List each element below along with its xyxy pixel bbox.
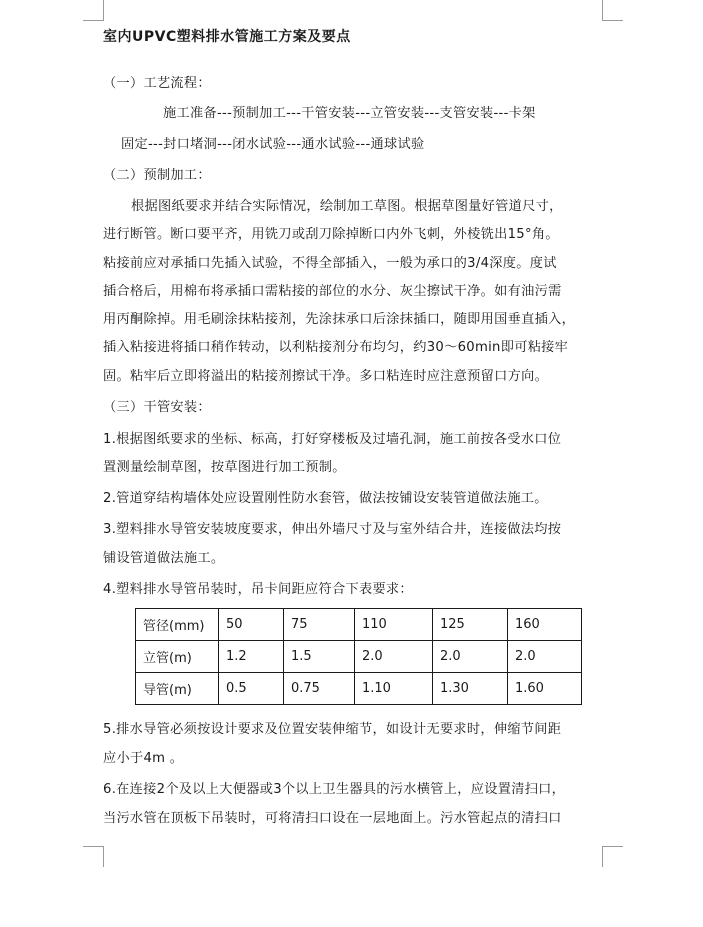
table-cell: 125	[433, 609, 508, 641]
table-row	[136, 673, 582, 705]
prefab-paragraph-line: 插合格后，用棉布将承插口需粘接的部位的水分、灰尘擦试干净。如有油污需	[103, 284, 562, 299]
table-header-cell: 立管(m)	[136, 641, 219, 673]
prefab-paragraph-line: 进行断管。断口要平齐，用铣刀或刮刀除掉断口内外飞刺，外棱铣出15°角。	[103, 227, 559, 242]
cleanout-item-line: 6.在连接2个及以上大便器或3个以上卫生器具的污水横管上，应设置清扫口，	[103, 782, 566, 797]
table-cell: 75	[284, 609, 355, 641]
expansion-joint-item-line: 应小于4m 。	[103, 751, 184, 766]
page-corner-mark-bottom-right	[602, 846, 623, 867]
table-header-cell: 导管(m)	[136, 673, 219, 705]
main-pipe-item-line: 4.塑料排水导管吊装时，吊卡间距应符合下表要求：	[103, 582, 413, 597]
table-cell: 1.10	[355, 673, 433, 705]
main-pipe-item-line: 3.塑料排水导管安装坡度要求，伸出外墙尺寸及与室外结合井，连接做法均按	[103, 522, 562, 537]
table-cell: 2.0	[508, 641, 582, 673]
table-row	[136, 641, 582, 673]
table-cell: 0.75	[284, 673, 355, 705]
section-heading-process: （一）工艺流程：	[103, 76, 211, 91]
main-pipe-item-line: 铺设管道做法施工。	[103, 551, 225, 566]
prefab-paragraph-line: 粘接前应对承插口先插入试验，不得全部插入，一般为承口的3/4深度。度试	[103, 256, 557, 271]
process-flow-line-2: 固定---封口堵洞---闭水试验---通水试验---通球试验	[121, 137, 425, 152]
table-row	[136, 609, 582, 641]
table-cell: 1.60	[508, 673, 582, 705]
document-title: 室内UPVC塑料排水管施工方案及要点	[103, 29, 351, 45]
table-cell: 160	[508, 609, 582, 641]
expansion-joint-item-line: 5.排水导管必须按设计要求及位置安装伸缩节，如设计无要求时，伸缩节间距	[103, 722, 562, 737]
page-corner-mark-bottom-left	[83, 846, 104, 867]
main-pipe-item-line: 置测量绘制草图，按草图进行加工预制。	[103, 460, 346, 475]
prefab-paragraph-line: 根据图纸要求并结合实际情况，绘制加工草图。根据草图量好管道尺寸，	[131, 199, 563, 214]
page-corner-mark-top-right	[602, 0, 623, 21]
table-cell: 0.5	[219, 673, 284, 705]
section-heading-main-pipe: （三）干管安装：	[103, 400, 211, 415]
hanger-spacing-table	[135, 608, 582, 705]
table-cell: 1.2	[219, 641, 284, 673]
section-heading-prefab: （二）预制加工：	[103, 168, 211, 183]
prefab-paragraph-line: 插入粘接进将插口稍作转动，以利粘接剂分布均匀，约30～60min即可粘接牢	[103, 340, 569, 355]
table-cell: 2.0	[355, 641, 433, 673]
prefab-paragraph-line: 用丙酮除掉。用毛刷涂抹粘接剂，先涂抹承口后涂抹插口，随即用国垂直插入，	[103, 312, 576, 327]
table-cell: 110	[355, 609, 433, 641]
table-header-cell: 管径(mm)	[136, 609, 219, 641]
table-cell: 50	[219, 609, 284, 641]
process-flow-line-1: 施工准备---预制加工---干管安装---立管安装---支管安装---卡架	[163, 106, 536, 121]
table-cell: 2.0	[433, 641, 508, 673]
table-cell: 1.30	[433, 673, 508, 705]
cleanout-item-line: 当污水管在顶板下吊装时，可将清扫口设在一层地面上。污水管起点的清扫口	[103, 811, 562, 826]
main-pipe-item-line: 2.管道穿结构墙体处应设置刚性防水套管，做法按铺设安装管道做法施工。	[103, 491, 548, 506]
main-pipe-item-line: 1.根据图纸要求的坐标、标高，打好穿楼板及过墙孔洞，施工前按各受水口位	[103, 432, 562, 447]
prefab-paragraph-line: 固。粘牢后立即将溢出的粘接剂擦试干净。多口粘连时应注意预留口方向。	[103, 369, 549, 384]
table-cell: 1.5	[284, 641, 355, 673]
page-corner-mark-top-left	[83, 0, 104, 21]
